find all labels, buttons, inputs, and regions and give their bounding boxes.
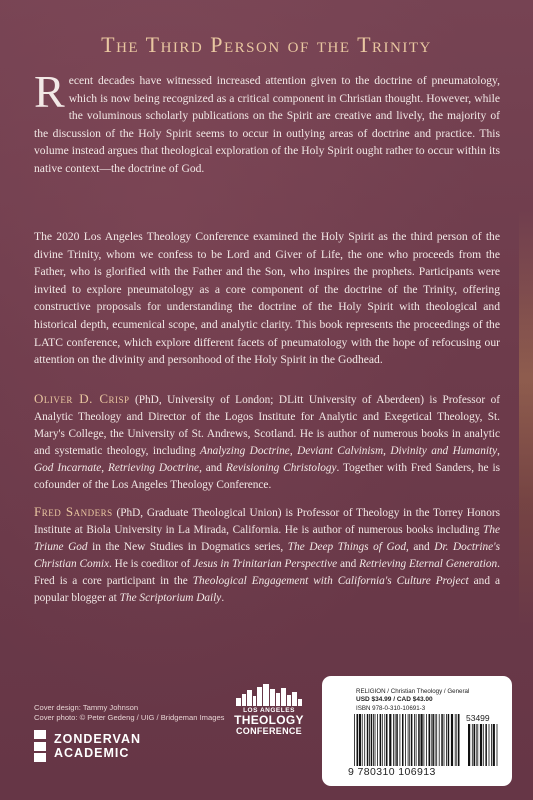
- drop-cap: R: [34, 66, 65, 117]
- author-name: Oliver D. Crisp: [34, 391, 130, 406]
- book-title-ref: Analyzing Doctrine: [200, 445, 290, 457]
- cover-design-credit: Cover design: Tammy Johnson: [34, 703, 139, 712]
- book-title-ref: Revisioning Christology: [225, 462, 337, 474]
- cover-photo-credit: Cover photo: © Peter Gedeng / UIG / Bridgeman Images: [34, 713, 225, 722]
- publisher-name: ZONDERVAN: [54, 732, 142, 746]
- zondervan-logo-icon: [34, 730, 46, 762]
- author-name: Fred Sanders: [34, 504, 113, 519]
- barcode-number: 9 780310 106913: [348, 766, 436, 778]
- book-title-ref: Theological Engagement with California's Culture Project: [192, 575, 469, 587]
- description-paragraph-1: Recent decades have witnessed increased attention given to the doctrine of pneumatology, which is now being recognized as a critical component in Christian thought. However, while the voluminous scholarly publications on the Spirit are creative and lively, the majority of the discussion of the Holy Spirit seems to occur in outlying areas of doctrine and practice. This volume instead argues that theological exploration of the Holy Spirit ought rather to occur within its native context—the doctrine of God.: [34, 66, 500, 175]
- book-title-ref: The Scriptorium Daily: [119, 592, 222, 604]
- bisac-category: RELIGION / Christian Theology / General: [356, 688, 470, 695]
- conference-logo-line3: CONFERENCE: [235, 726, 302, 736]
- price-supplement-number: 53499: [466, 713, 490, 723]
- isbn: ISBN 978-0-310-10691-3: [356, 705, 426, 712]
- cover-credits: [34, 703, 224, 723]
- publisher-imprint: ACADEMIC: [54, 746, 130, 760]
- conference-logo: [228, 684, 310, 736]
- book-title: The Third Person of the Trinity: [101, 32, 432, 57]
- book-title-ref: Deviant Calvinism: [297, 445, 384, 457]
- book-title-ref: The Triune God: [34, 524, 500, 553]
- city-skyline-icon: [234, 684, 304, 706]
- conference-logo-line1: LOS ANGELES: [243, 707, 295, 714]
- price: USD $34.99 / CAD $43.00: [356, 696, 433, 703]
- author-bio-sanders: Fred Sanders (PhD, Graduate Theological Union) is Professor of Theology in the Torrey Honors Institute at Biola University in La Mirada, California. He is author of numerous books including The Triune God in the New Studies in Dogmatics series, The Deep Things of God, and Dr. Doctrine's Christian Comix. He is coeditor of Jesus in Trinitarian Perspective and Retrieving Eternal Generation. Fred is a core participant in the Theological Engagement with California's Culture Project and a popular blogger at The Scriptorium Daily.: [34, 504, 501, 604]
- conference-logo-line2: THEOLOGY: [234, 713, 304, 727]
- barcode-panel: [322, 676, 512, 786]
- description-paragraph-2: The 2020 Los Angeles Theology Conference examined the Holy Spirit as the third person of the divine Trinity, whom we confess to be Lord and Giver of Life, the one who proceeds from the Father, who is glorified with the Father and the Son, who inspires the prophets. Participants were invited to explore pneumatology as a core component of the doctrine of the Trinity, offering constructive proposals for understanding the doctrine of the Holy Spirit with theological and historical depth, ecumenical scope, and analytic clarity. This book represents the proceedings of the LATC conference, which explore different facets of pneumatology with the hope of refocusing our attention on the divinity and personhood of the Holy Spirit in the Godhead.: [34, 230, 500, 367]
- publisher-logo: [34, 730, 141, 762]
- book-title-ref: Dr. Doctrine's Christian Comix: [34, 541, 500, 570]
- book-title-ref: Jesus in Trinitarian Perspective: [193, 558, 338, 570]
- isbn-barcode: [354, 714, 460, 766]
- book-title-ref: Divinity and Humanity: [390, 445, 498, 457]
- book-title-ref: God Incarnate: [34, 462, 102, 474]
- book-title-ref: Retrieving Eternal Generation: [359, 558, 498, 570]
- author-bio-crisp: Oliver D. Crisp (PhD, University of London; DLitt University of Aberdeen) is Professor of Analytic Theology and Director of the Logos Institute for Analytic and Exegetical Theology, St. Mary's College, the University of St. Andrews, Scotland. He is author of numerous books in analytic and systematic theology, including Analyzing Doctrine, Deviant Calvinism, Divinity and Humanity, God Incarnate, Retrieving Doctrine, and Revisioning Christology. Together with Fred Sanders, he is cofounder of the Los Angeles Theology Conference.: [34, 391, 500, 491]
- cover-art-edge: [519, 210, 533, 630]
- price-barcode: [468, 724, 498, 766]
- book-title-ref: The Deep Things of God: [287, 541, 406, 553]
- book-title-ref: Retrieving Doctrine: [107, 462, 200, 474]
